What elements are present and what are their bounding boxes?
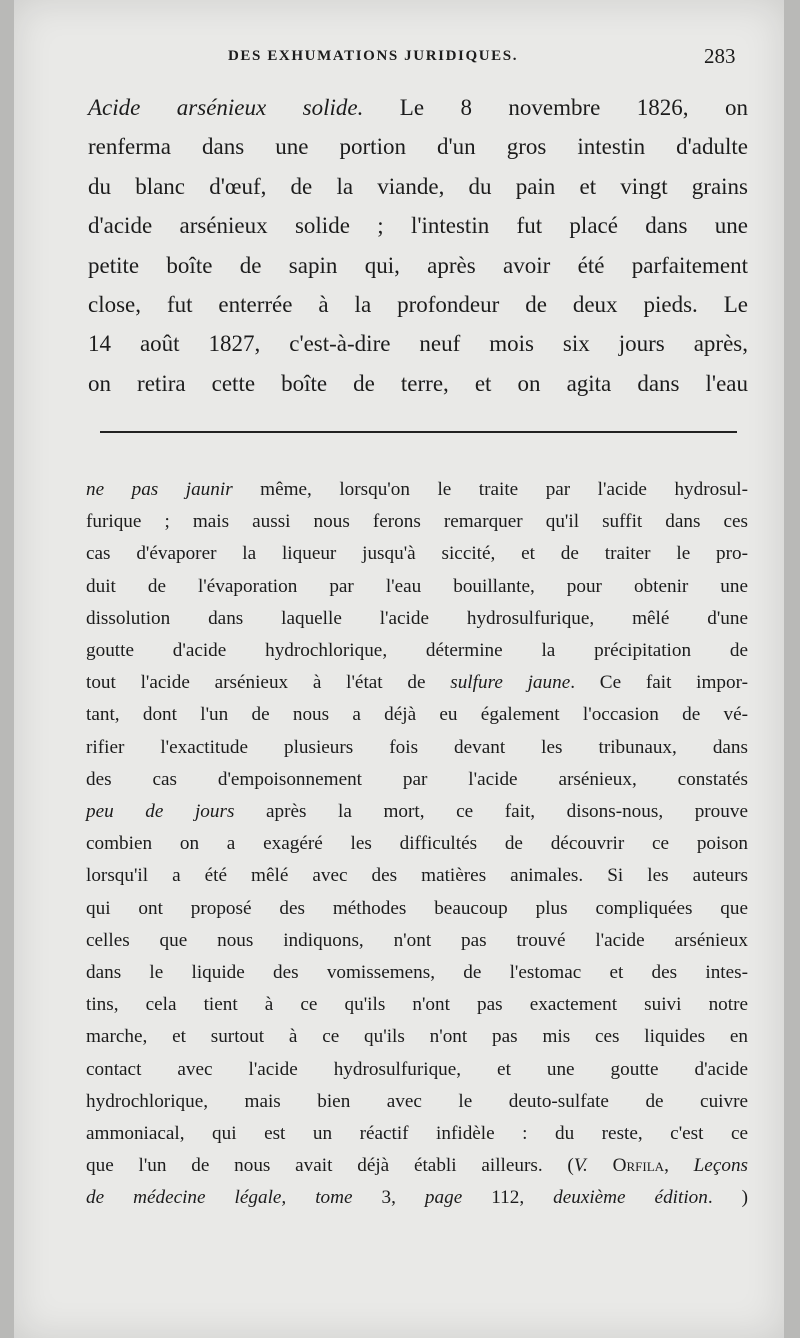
footnote-line-15: celles que nous indiquons, n'ont pas trouvé l'acide arsénieux — [86, 929, 748, 951]
footnote-line-14: qui ont proposé des méthodes beaucoup plus compliquées que — [86, 897, 748, 919]
main-paragraph — [88, 88, 748, 403]
footnote-line-1 — [86, 474, 748, 506]
footnote-line-2: furique ; mais aussi nous ferons remarquer qu'il suffit dans ces — [86, 511, 748, 533]
footnote-line-23-end: . ) — [707, 1187, 749, 1209]
footnote-line-5: dissolution dans laquelle l'acide hydrosulfurique, mêlé d'une — [86, 607, 748, 629]
footnote-line-23-italic-c: deuxième édition — [553, 1187, 708, 1209]
footnote — [86, 474, 748, 1215]
footnote-line-1-italic: ne pas jaunir — [86, 479, 233, 500]
main-line-5: petite boîte de sapin qui, après avoir été parfaitement — [88, 252, 748, 278]
running-header — [14, 44, 784, 74]
main-line-6: close, fut enterrée à la profondeur de deux pieds. Le — [88, 292, 748, 318]
main-line-8: on retira cette boîte de terre, et on agita dans l'eau — [88, 370, 748, 396]
footnote-line-7-italic: sulfure jaune — [450, 672, 571, 694]
footnote-line-22-text: que l'un de nous avait déjà établi ailleurs. ( — [86, 1155, 574, 1177]
main-line-1 — [88, 88, 748, 127]
footnote-line-11 — [86, 796, 748, 828]
footnote-line-3: cas d'évaporer la liqueur jusqu'à siccité, et de traiter le pro- — [86, 543, 748, 565]
main-line-3: du blanc d'œuf, de la viande, du pain et vingt grains — [88, 173, 748, 199]
main-line-7: 14 août 1827, c'est-à-dire neuf mois six jours après, — [88, 331, 748, 357]
footnote-line-18: marche, et surtout à ce qu'ils n'ont pas mis ces liquides en — [86, 1026, 748, 1048]
footnote-line-20: hydrochlorique, mais bien avec le deuto-sulfate de cuivre — [86, 1090, 748, 1112]
footnote-line-4: duit de l'évaporation par l'eau bouillante, pour obtenir une — [86, 575, 748, 597]
footnote-line-23-italic-b: page — [424, 1187, 463, 1209]
footnote-line-7 — [86, 667, 748, 699]
footnote-line-17: tins, cela tient à ce qu'ils n'ont pas exactement suivi notre — [86, 994, 748, 1016]
footnote-line-22 — [86, 1150, 748, 1182]
page-number: 283 — [704, 44, 736, 68]
footnote-line-23-page: 112 — [462, 1187, 520, 1209]
footnote-line-7-b: . Ce fait impor- — [570, 672, 748, 694]
footnote-line-23-sep: , — [391, 1187, 425, 1209]
footnote-line-9: rifier l'exactitude plusieurs fois devant les tribunaux, dans — [86, 736, 748, 758]
footnote-line-7-a: tout l'acide arsénieux à l'état de — [86, 672, 451, 694]
footnote-line-1-text: même, lorsqu'on le traite par l'acide hydrosul- — [232, 479, 748, 500]
footnote-line-23-italic-a: de médecine légale, tome — [86, 1187, 353, 1209]
footnote-divider — [100, 431, 737, 433]
footnote-line-23 — [86, 1182, 748, 1214]
footnote-line-22-sep: , — [664, 1155, 694, 1177]
footnote-line-23-num: 3 — [352, 1187, 392, 1209]
main-line-2: renferma dans une portion d'un gros intestin d'adulte — [88, 134, 748, 160]
footnote-line-13: lorsqu'il a été mêlé avec des matières animales. Si les auteurs — [86, 865, 748, 887]
footnote-line-21: ammoniacal, qui est un réactif infidèle : du reste, c'est ce — [86, 1123, 748, 1145]
footnote-line-11-text: après la mort, ce fait, disons-nous, prouve — [234, 801, 748, 823]
footnote-line-23-sep2: , — [519, 1187, 554, 1209]
footnote-line-22-title: Leçons — [693, 1155, 748, 1177]
footnote-line-6: goutte d'acide hydrochlorique, détermine la précipitation de — [86, 640, 748, 662]
header-title: DES EXHUMATIONS JURIDIQUES. — [228, 48, 519, 64]
footnote-line-16: dans le liquide des vomissemens, de l'estomac et des intes- — [86, 962, 748, 984]
footnote-line-8: tant, dont l'un de nous a déjà eu également l'occasion de vé- — [86, 704, 748, 726]
main-line-1-italic: Acide arsénieux solide. — [88, 95, 364, 120]
footnote-line-10: des cas d'empoisonnement par l'acide arsénieux, constatés — [86, 768, 748, 790]
footnote-line-22-ref: V. — [573, 1155, 588, 1177]
main-line-1-text: Le 8 novembre 1826, on — [363, 95, 748, 120]
main-line-4: d'acide arsénieux solide ; l'intestin fut placé dans une — [88, 213, 748, 239]
footnote-line-12: combien on a exagéré les difficultés de découvrir ce poison — [86, 833, 748, 855]
footnote-line-22-author: Orfila — [587, 1155, 665, 1177]
footnote-line-19: contact avec l'acide hydrosulfurique, et une goutte d'acide — [86, 1058, 748, 1080]
footnote-line-11-italic: peu de jours — [86, 801, 235, 823]
